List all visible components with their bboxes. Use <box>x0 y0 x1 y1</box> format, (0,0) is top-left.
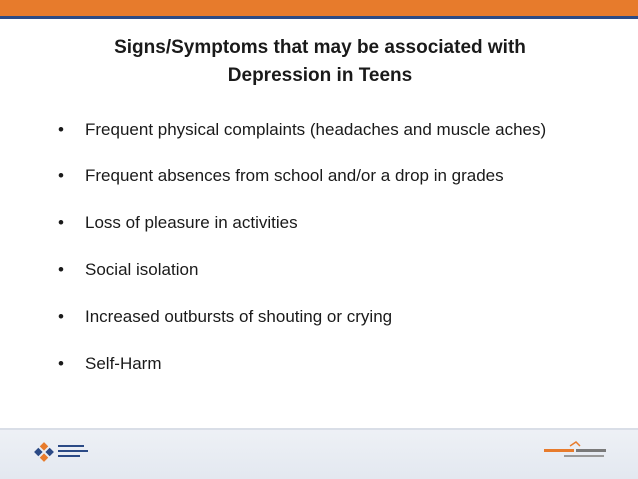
list-item: • Frequent absences from school and/or a drop in grades <box>58 164 578 188</box>
list-item: • Self-Harm <box>58 352 578 376</box>
list-item: • Loss of pleasure in activities <box>58 211 578 235</box>
symptom-list <box>58 118 578 399</box>
title-line-1: Signs/Symptoms that may be associated with <box>114 37 526 58</box>
footer-divider <box>0 428 638 430</box>
list-item: • Increased outbursts of shouting or crying <box>58 305 578 329</box>
top-accent-line <box>0 16 638 19</box>
list-item: • Frequent physical complaints (headaches and muscle aches) <box>58 118 578 142</box>
title-line-2: Depression in Teens <box>227 65 413 86</box>
slide-title <box>40 34 600 90</box>
list-item: • Social isolation <box>58 258 578 282</box>
summit-health-management-logo <box>540 440 610 466</box>
top-orange-bar <box>0 0 638 16</box>
summit-medical-group-logo <box>32 437 92 467</box>
